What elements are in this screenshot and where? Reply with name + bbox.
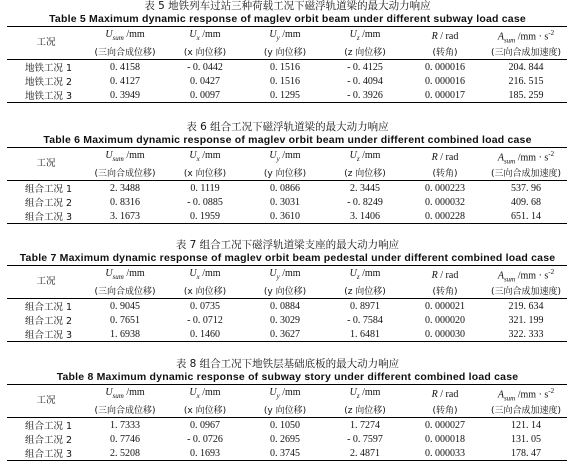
header-unit: /mm · s [515, 152, 549, 164]
row-value: - 0. 0442 [187, 61, 223, 73]
table-row [7, 313, 567, 327]
header-desc: (三向合成加速度) [490, 47, 562, 58]
table-caption-en: Table 5 Maximum dynamic response of maglev orbit beam under different subway load case [49, 13, 526, 25]
row-case-label: 地铁工况 2 [25, 77, 73, 89]
header-symbol-letter: R [431, 269, 438, 281]
row-value: - 0. 7597 [347, 433, 383, 445]
header-case: 工况 [36, 37, 56, 49]
row-value: - 0. 4094 [347, 75, 383, 87]
table-row [7, 299, 567, 314]
header-symbol [85, 148, 165, 168]
table-block-7 [0, 239, 575, 342]
header-unit: /mm [359, 29, 381, 41]
row-value: 131. 05 [511, 433, 541, 445]
header-symbol-letter: R [431, 30, 438, 42]
row-value: 651. 14 [511, 210, 541, 222]
header-symbol-letter: U [189, 387, 197, 399]
header-symbol-letter: U [349, 268, 357, 280]
row-case-label: 组合工况 1 [25, 421, 73, 433]
table-row [7, 88, 567, 103]
row-value: 0. 1050 [270, 419, 300, 431]
header-unit: / rad [437, 30, 459, 42]
row-case-label: 组合工况 1 [25, 302, 73, 314]
row-case-label: 组合工况 2 [25, 435, 73, 447]
header-unit-sup: -2 [548, 29, 555, 37]
header-symbol [485, 385, 567, 405]
header-desc: (转角) [432, 286, 458, 297]
row-value: - 0. 0712 [187, 314, 223, 326]
header-desc: (y 向位移) [263, 286, 307, 297]
header-unit: /mm [359, 268, 381, 280]
header-symbol-sub: sum [503, 394, 516, 403]
header-symbol [405, 27, 485, 47]
row-case-label: 地铁工况 1 [25, 63, 73, 75]
header-symbol-sub: y [276, 34, 280, 43]
table-block-5 [0, 0, 575, 103]
table-row [7, 432, 567, 446]
header-unit: /mm [123, 29, 145, 41]
header-symbol-sub: sum [112, 155, 124, 164]
table-row [7, 209, 567, 224]
row-value: 0. 0097 [190, 89, 220, 101]
table-caption-en: Table 7 Maximum dynamic response of maglev orbit beam pedestal under different combined load case [19, 252, 556, 264]
row-value: 0. 3031 [270, 196, 300, 208]
header-symbol-sub: sum [112, 392, 124, 401]
header-desc: (转角) [432, 47, 458, 58]
row-value: 0. 000032 [425, 196, 465, 208]
header-unit-sup: -2 [548, 268, 555, 276]
response-table [7, 384, 567, 461]
header-symbol-sub: x [196, 273, 200, 282]
header-desc: (x 向位移) [183, 168, 227, 179]
header-symbol-letter: A [497, 31, 504, 43]
header-symbol-letter: U [189, 29, 197, 41]
header-symbol [405, 148, 485, 168]
row-value: 2. 3445 [350, 182, 380, 194]
row-value: 2. 4871 [350, 447, 380, 459]
row-case-label: 组合工况 3 [25, 330, 73, 342]
header-symbol-sub: x [196, 155, 200, 164]
row-value: 0. 7651 [110, 314, 140, 326]
header-symbol-sub: sum [112, 273, 124, 282]
header-symbol-sub: sum [503, 157, 516, 166]
header-symbol-letter: U [269, 387, 277, 399]
header-unit: /mm [199, 29, 221, 41]
row-value: 0. 0884 [270, 300, 300, 312]
table-row [7, 195, 567, 209]
header-symbol [85, 27, 165, 47]
header-symbol-letter: U [189, 268, 197, 280]
header-symbol-sub: sum [112, 34, 124, 43]
row-value: 0. 000223 [425, 182, 465, 194]
header-unit: /mm [123, 268, 145, 280]
header-symbol-sub: y [276, 155, 280, 164]
row-value: 0. 000030 [425, 328, 465, 340]
header-symbol [165, 266, 245, 286]
header-symbol [85, 385, 165, 405]
row-value: 0. 8316 [110, 196, 140, 208]
response-table [7, 147, 567, 224]
header-symbol [245, 385, 325, 405]
header-unit-sup: -2 [548, 387, 555, 395]
header-unit: /mm [123, 150, 145, 162]
row-value: 0. 1693 [190, 447, 220, 459]
row-value: 0. 000018 [425, 433, 465, 445]
row-value: 0. 9045 [110, 300, 140, 312]
header-case: 工况 [36, 395, 56, 407]
header-symbol [405, 266, 485, 286]
row-value: - 0. 4125 [347, 61, 383, 73]
header-unit: /mm [279, 150, 301, 162]
header-unit: /mm · s [515, 270, 549, 282]
header-unit: /mm [279, 29, 301, 41]
row-case-label: 地铁工况 3 [25, 91, 73, 103]
row-case-label: 组合工况 3 [25, 449, 73, 461]
row-case-label: 组合工况 3 [25, 212, 73, 224]
table-row [7, 181, 567, 196]
table-caption-cn: 表 5 地铁列车过站三种荷载工况下磁浮轨道梁的最大动力响应 [144, 0, 431, 12]
row-value: 0. 0735 [190, 300, 220, 312]
header-symbol-letter: U [105, 150, 113, 162]
response-table [7, 265, 567, 342]
header-symbol [485, 148, 567, 168]
table-row [7, 327, 567, 342]
header-desc: (z 向位移) [344, 405, 386, 416]
row-value: 1. 6481 [350, 328, 380, 340]
row-value: 0. 0967 [190, 419, 220, 431]
header-symbol [85, 266, 165, 286]
table-caption-en: Table 8 Maximum dynamic response of subway story under different combined load case [56, 371, 519, 383]
header-symbol [325, 27, 405, 47]
header-symbol-sub: z [356, 34, 360, 43]
row-value: 0. 1119 [190, 182, 220, 194]
row-value: 0. 3627 [270, 328, 300, 340]
row-value: 537. 96 [511, 182, 541, 194]
row-case-label: 组合工况 2 [25, 198, 73, 210]
row-value: 409. 68 [511, 196, 541, 208]
header-symbol-letter: R [431, 388, 438, 400]
header-symbol-sub: sum [503, 275, 516, 284]
header-desc: (x 向位移) [183, 47, 227, 58]
header-desc: (x 向位移) [183, 286, 227, 297]
row-value: 0. 7746 [110, 433, 140, 445]
header-symbol-sub: sum [503, 36, 516, 45]
table-row [7, 418, 567, 433]
row-value: 3. 1406 [350, 210, 380, 222]
row-value: 0. 000033 [425, 447, 465, 459]
header-unit: /mm [359, 150, 381, 162]
row-value: 0. 000016 [425, 75, 465, 87]
header-unit: / rad [437, 269, 459, 281]
row-value: 0. 1516 [270, 75, 300, 87]
header-symbol-letter: U [349, 29, 357, 41]
row-case-label: 组合工况 1 [25, 184, 73, 196]
header-unit: /mm [279, 387, 301, 399]
table-block-8 [0, 358, 575, 461]
header-symbol-letter: U [269, 29, 277, 41]
header-desc: (三向合成加速度) [490, 168, 562, 179]
row-value: 0. 3745 [270, 447, 300, 459]
table-caption-cn: 表 7 组合工况下磁浮轨道梁支座的最大动力响应 [175, 239, 400, 251]
table-row [7, 60, 567, 75]
row-value: 3. 1673 [110, 210, 140, 222]
row-value: 0. 000021 [425, 300, 465, 312]
row-value: 0. 2695 [270, 433, 300, 445]
header-symbol-sub: y [276, 273, 280, 282]
row-value: 204. 844 [508, 61, 544, 73]
header-desc: (z 向位移) [344, 286, 386, 297]
header-unit-sup: -2 [548, 150, 555, 158]
row-value: 0. 1295 [270, 89, 300, 101]
row-value: 0. 000027 [425, 419, 465, 431]
row-value: 0. 000228 [425, 210, 465, 222]
header-symbol [245, 148, 325, 168]
header-symbol-letter: U [105, 387, 113, 399]
row-case-label: 组合工况 2 [25, 316, 73, 328]
header-desc: (三向合成加速度) [490, 286, 562, 297]
table-caption-cn: 表 6 组合工况下磁浮轨道梁的最大动力响应 [186, 121, 389, 133]
header-desc: (三向合成位移) [94, 168, 156, 179]
header-desc: (三向合成位移) [94, 405, 156, 416]
header-symbol-sub: z [356, 155, 360, 164]
header-symbol [325, 148, 405, 168]
row-value: 185. 259 [508, 89, 544, 101]
row-value: 0. 000016 [425, 61, 465, 73]
row-value: 0. 000017 [425, 89, 465, 101]
header-symbol-letter: A [497, 389, 504, 401]
header-case: 工况 [36, 276, 56, 288]
header-symbol [325, 266, 405, 286]
row-value: 0. 8971 [350, 300, 380, 312]
row-value: 1. 7333 [110, 419, 140, 431]
header-symbol-sub: x [196, 392, 200, 401]
header-case: 工况 [36, 158, 56, 170]
row-value: 0. 1959 [190, 210, 220, 222]
header-symbol [485, 27, 567, 47]
header-symbol-letter: U [269, 268, 277, 280]
row-value: 0. 0866 [270, 182, 300, 194]
header-symbol-letter: U [349, 387, 357, 399]
header-unit: /mm [279, 268, 301, 280]
header-symbol [245, 27, 325, 47]
row-value: 0. 1516 [270, 61, 300, 73]
header-desc: (z 向位移) [344, 47, 386, 58]
row-value: - 0. 7584 [347, 314, 383, 326]
table-block-6 [0, 121, 575, 224]
header-unit: /mm [123, 387, 145, 399]
header-symbol-letter: U [269, 150, 277, 162]
header-unit: /mm [199, 387, 221, 399]
header-unit: /mm [359, 387, 381, 399]
row-value: 2. 5208 [110, 447, 140, 459]
header-desc: (三向合成位移) [94, 47, 156, 58]
row-value: 0. 0427 [190, 75, 220, 87]
row-value: 0. 000020 [425, 314, 465, 326]
header-desc: (y 向位移) [263, 47, 307, 58]
row-value: 321. 199 [508, 314, 544, 326]
response-table [7, 26, 567, 103]
row-value: 0. 3029 [270, 314, 300, 326]
header-desc: (y 向位移) [263, 405, 307, 416]
header-symbol [405, 385, 485, 405]
header-desc: (z 向位移) [344, 168, 386, 179]
header-symbol [165, 385, 245, 405]
header-symbol-sub: z [356, 273, 360, 282]
header-symbol-sub: y [276, 392, 280, 401]
header-unit: /mm · s [515, 31, 549, 43]
header-symbol-letter: U [105, 268, 113, 280]
header-desc: (三向合成位移) [94, 286, 156, 297]
row-value: 219. 634 [508, 300, 544, 312]
header-symbol [165, 27, 245, 47]
header-desc: (三向合成加速度) [490, 405, 562, 416]
table-row [7, 446, 567, 461]
header-desc: (转角) [432, 405, 458, 416]
row-value: 121. 14 [511, 419, 541, 431]
row-value: 0. 1460 [190, 328, 220, 340]
header-unit: / rad [437, 388, 459, 400]
header-unit: /mm [199, 150, 221, 162]
table-caption-cn: 表 8 组合工况下地铁层基础底板的最大动力响应 [175, 358, 400, 370]
header-unit: /mm · s [515, 389, 549, 401]
header-symbol [485, 266, 567, 286]
header-symbol-sub: x [196, 34, 200, 43]
row-value: - 0. 0885 [187, 196, 223, 208]
header-symbol [325, 385, 405, 405]
row-value: - 0. 0726 [187, 433, 223, 445]
header-symbol-letter: A [497, 270, 504, 282]
row-value: 1. 6938 [110, 328, 140, 340]
table-row [7, 74, 567, 88]
header-desc: (y 向位移) [263, 168, 307, 179]
header-unit: /mm [199, 268, 221, 280]
header-symbol [165, 148, 245, 168]
row-value: - 0. 3926 [347, 89, 383, 101]
header-symbol [245, 266, 325, 286]
row-value: - 0. 8249 [347, 196, 383, 208]
row-value: 0. 3949 [110, 89, 140, 101]
header-desc: (转角) [432, 168, 458, 179]
table-caption-en: Table 6 Maximum dynamic response of maglev orbit beam under different combined load case [43, 134, 532, 146]
header-symbol-sub: z [356, 392, 360, 401]
row-value: 322. 333 [508, 328, 544, 340]
row-value: 2. 3488 [110, 182, 140, 194]
row-value: 178. 47 [511, 447, 541, 459]
header-unit: / rad [437, 151, 459, 163]
header-symbol-letter: R [431, 151, 438, 163]
header-symbol-letter: A [497, 152, 504, 164]
row-value: 0. 4158 [110, 61, 140, 73]
row-value: 0. 3610 [270, 210, 300, 222]
header-symbol-letter: U [349, 150, 357, 162]
header-symbol-letter: U [189, 150, 197, 162]
row-value: 0. 4127 [110, 75, 140, 87]
row-value: 1. 7274 [350, 419, 380, 431]
header-symbol-letter: U [105, 29, 113, 41]
row-value: 216. 515 [508, 75, 544, 87]
header-desc: (x 向位移) [183, 405, 227, 416]
